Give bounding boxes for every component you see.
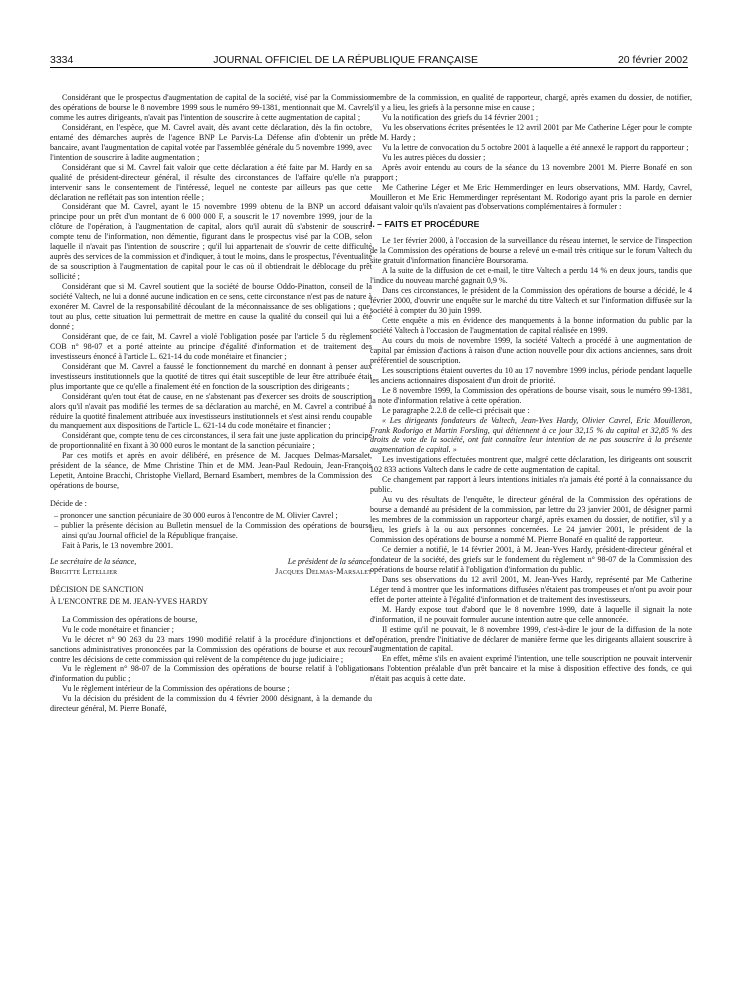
secretary-name: Brigitte Letellier xyxy=(50,566,118,576)
paragraph: Au cours du mois de novembre 1999, la société Valtech a procédé à une augmentation de capital par émission d'actions à raison d'une action nouvelle pour dix actions anciennes, sans droit préférentiel de souscription. xyxy=(370,335,692,365)
paragraph: Considérant que, de ce fait, M. Cavrel a violé l'obligation posée par l'article 5 du règlement COB n° 98-07 et a porté atteinte au principe d'égalité d'information et de traitement des investisseurs énoncé à l'article L. 621-14 du code monétaire et financier ; xyxy=(50,331,372,361)
header-rule xyxy=(50,67,688,68)
paragraph: Vu les observations écrites présentées le 12 avril 2001 par Me Catherine Léger pour le compte de M. Hardy ; xyxy=(370,122,692,142)
paragraph: A la suite de la diffusion de cet e-mail, le titre Valtech a perdu 14 % en deux jours, tandis que l'indice du nouveau marché gagnait 0,9 %. xyxy=(370,266,692,286)
page-number: 3334 xyxy=(50,54,74,66)
paragraph: Considérant que M. Cavrel, ayant le 15 novembre 1999 obtenu de la BNP un accord de principe pour un prêt d'un montant de 6 000 000 F, a souscrit le 17 novembre 1999, jour de la clôture de l'opération, à l'augmentation de capital, alors qu'il aurait dû s'abstenir de souscrire compte tenu de l'information, non démentie, figurant dans le prospectus visé par la COB, selon laquelle il n'avait pas l'intention de souscrire ; qu'il lui appartenait de s'ouvrir de cette difficulté auprès des services de la commission et d'indiquer, à tout le moins, dans le prospectus, l'éventualité de sa souscription à l'augmentation de capital pour le cas où il obtiendrait le déblocage du prêt sollicité ; xyxy=(50,202,372,282)
decision-bullet: – publier la présente décision au Bulletin mensuel de la Commission des opérations de bourse ainsi qu'au Journal officiel de la République française. xyxy=(54,521,372,540)
paragraph: Considérant que, compte tenu de ces circonstances, il sera fait une juste application du principe de proportionnalité en fixant à 30 000 euros le montant de la sanction pécuniaire ; xyxy=(50,431,372,451)
issue-date: 20 février 2002 xyxy=(617,54,688,66)
paragraph: Considérant que le prospectus d'augmentation de capital de la société, visé par la Commission des opérations de bourse le 8 novembre 1999 sous le numéro 99-1381, mentionnait que M. Cavrel, comme les autres dirigeants, n'avait pas l'intention de souscrire à cette augmentation de capital ; xyxy=(50,93,372,122)
section-heading: I. – FAITS ET PROCÉDURE xyxy=(370,219,480,230)
paragraph: Vu le règlement n° 98-07 de la Commission des opérations de bourse relatif à l'obligation d'information du public ; xyxy=(50,664,372,684)
place-date: Fait à Paris, le 13 novembre 2001. xyxy=(62,540,174,550)
paragraph: Les souscriptions étaient ouvertes du 10 au 17 novembre 1999 inclus, période pendant laquelle les anciens actionnaires disposaient d'un droit de priorité. xyxy=(370,365,692,385)
paragraph: La Commission des opérations de bourse, xyxy=(62,614,198,624)
decision-bullet: – prononcer une sanction pécuniaire de 30 000 euros à l'encontre de M. Olivier Cavrel ; xyxy=(54,511,338,521)
paragraph: Considérant que M. Cavrel a faussé le fonctionnement du marché en donnant à penser aux investisseurs institutionnels que la quotité de titres qui était susceptible de leur être attribuée était plus importante que ce qu'elle a finalement été en fonction de la souscription des dirigeants ; xyxy=(50,361,372,391)
paragraph: Ce dernier a notifié, le 14 février 2001, à M. Jean-Yves Hardy, président-directeur général et fondateur de la société, des griefs sur le fondement du règlement n° 98-07 de la Commission des opérations de bourse relatif à l'obligation d'information du public. xyxy=(370,544,692,574)
paragraph: Considérant, en l'espèce, que M. Cavrel avait, dès avant cette déclaration, dès la fin octobre, entamé des démarches auprès de l'agence BNP Le Parvis-La Défense afin d'obtenir un prêt bancaire, avant l'augmentation de capital votée par l'assemblée générale du 5 novembre 1999, avec l'intention de souscrire à ladite augmentation ; xyxy=(50,122,372,162)
paragraph: Vu le code monétaire et financier ; xyxy=(62,624,174,634)
secretary-title: Le secrétaire de la séance, xyxy=(50,556,137,566)
signature-titles xyxy=(50,557,372,567)
president-title: Le président de la séance, xyxy=(287,556,372,566)
signature-names xyxy=(50,567,372,577)
paragraph: Le 1er février 2000, à l'occasion de la surveillance du réseau internet, le service de l'inspection de la Commission des opérations de bourse a relevé un e-mail très critique sur le forum Valtech du site gratuit d'information financière Boursorama. xyxy=(370,236,692,266)
paragraph: En effet, même s'ils en avaient exprimé l'intention, une telle souscription ne pouvait intervenir sans l'obtention préalable d'un prêt bancaire et la mise à disposition effective des fonds, ce qui n'était pas acquis à cette date. xyxy=(370,654,692,684)
paragraph: Dans ses observations du 12 avril 2001, M. Jean-Yves Hardy, représenté par Me Catherine Léger tend à montrer que les informations diffusées n'étaient pas trompeuses et n'ont pu avoir pour effet de porter atteinte à l'égalité d'information et de traitement des investisseurs. xyxy=(370,574,692,604)
paragraph: Vu le règlement intérieur de la Commission des opérations de bourse ; xyxy=(62,684,290,694)
paragraph: Vu le décret n° 90 263 du 23 mars 1990 modifié relatif à la procédure d'injonctions et de sanctions administratives prononcées par la Commission des opérations de bourse et aux recours contre les décisions de cette commission qui relèvent de la compétence du juge judiciaire ; xyxy=(50,634,372,664)
paragraph: Par ces motifs et après en avoir délibéré, en présence de M. Jacques Delmas-Marsalet, président de la séance, de Mme Christine Thin et de MM. Jean-Paul Redouin, Jean-François Lepetit, Antoine Bracchi, Christophe Viellard, Bernard Esambert, membres de la Commission des opérations de bourse, xyxy=(50,451,372,491)
paragraph: Considérant que si M. Cavrel soutient que la société de bourse Oddo-Pinatton, conseil de la société Valtech, ne lui a donné aucune indication en ce sens, cette circonstance n'est pas de nature à exonérer M. Cavrel de la responsabilité découlant de la méconnaissance de ses obligations ; que, tout au plus, cette situation lui permettrait de mettre en cause la qualité du conseil qui lui a été donné ; xyxy=(50,282,372,331)
decision-subtitle: À L'ENCONTRE DE M. JEAN-YVES HARDY xyxy=(50,596,208,606)
paragraph: Le paragraphe 2.2.8 de celle-ci précisait que : xyxy=(382,405,530,415)
paragraph: Considérant que si M. Cavrel fait valoir que cette déclaration a été faite par M. Hardy en sa qualité de président-directeur général, il résulte des circonstances de l'affaire qu'elle n'a pu intervenir sans le consentement de l'intéressé, lequel ne conteste par ailleurs pas que cette déclaration ne reflétait pas son intention réelle ; xyxy=(50,162,372,202)
decide-heading: Décide de : xyxy=(50,499,87,509)
paragraph: Considérant qu'en tout état de cause, en ne s'abstenant pas d'exercer ses droits de souscription alors qu'il n'avait pas modifié les termes de sa déclaration au marché, en M. Cavrel a contribué à réduire la quotité finalement attribuée aux investisseurs institutionnels et s'est ainsi rendu coupable du manquement aux dispositions de l'article L. 621-14 du code monétaire et financier ; xyxy=(50,391,372,431)
paragraph: Après avoir entendu au cours de la séance du 13 novembre 2001 M. Pierre Bonafé en son rapport ; xyxy=(370,162,692,182)
paragraph: Cette enquête a mis en évidence des manquements à la bonne information du public par la société Valtech à l'occasion de l'augmentation de capital réalisée en 1999. xyxy=(370,316,692,335)
paragraph: Vu la décision du président de la commission du 4 février 2000 désignant, à la demande du directeur général, M. Pierre Bonafé, xyxy=(50,694,372,714)
paragraph: Vu la notification des griefs du 14 février 2001 ; xyxy=(382,112,539,122)
right-column xyxy=(370,93,692,684)
paragraph: Dans ces circonstances, le président de la Commission des opérations de bourse a décidé, le 4 février 2000, d'ouvrir une enquête sur le marché du titre Valtech et sur l'information diffusée sur la société à compter du 30 juin 1999. xyxy=(370,286,692,316)
paragraph: M. Hardy expose tout d'abord que le 8 novembre 1999, date à laquelle il signait la note d'information, il ne pouvait formuler aucune intention autre que celle annoncée. xyxy=(370,604,692,624)
paragraph: Me Catherine Léger et Me Eric Hemmerdinger en leurs observations, MM. Hardy, Cavrel, Mouilleron et Me Eric Hemmerdinger représentant M. Rodorigo ayant pris la parole en dernier faisant valoir qu'ils n'avaient pas d'observations complémentaires à formuler : xyxy=(370,182,692,212)
quoted-paragraph: « Les dirigeants fondateurs de Valtech, Jean-Yves Hardy, Olivier Cavrel, Eric Mouilleron, Frank Rodorigo et Martin Forsling, qui détiennent à ce jour 32,15 % du capital et 32,85 % des droits de vote de la société, ont fait connaître leur intention de ne pas souscrire à la présente augmentation de capital. » xyxy=(370,415,692,455)
paragraph: Les investigations effectuées montrent que, malgré cette déclaration, les dirigeants ont souscrit 102 833 actions Valtech dans le cadre de cette augmentation de capital. xyxy=(370,455,692,475)
paragraph: membre de la commission, en qualité de rapporteur, chargé, après examen du dossier, de notifier, s'il y a lieu, les griefs à la personne mise en cause ; xyxy=(370,93,692,112)
decision-title: DÉCISION DE SANCTION xyxy=(50,584,144,594)
paragraph: Vu les autres pièces du dossier ; xyxy=(382,152,486,162)
paragraph: Au vu des résultats de l'enquête, le directeur général de la Commission des opérations de bourse a demandé au président de la commission, par lettre du 23 janvier 2001, de désigner parmi les membres de la commission un rapporteur chargé, après examen du dossier, de notifier, s'il y a lieu, les griefs à la ou aux personnes concernées. Le 24 janvier 2001, le président de la Commission des opérations de bourse a nommé M. Pierre Bonafé en qualité de rapporteur. xyxy=(370,495,692,544)
left-column xyxy=(50,93,372,714)
paragraph: Le 8 novembre 1999, la Commission des opérations de bourse visait, sous le numéro 99-1381, la note d'information relative à cette opération. xyxy=(370,385,692,405)
paragraph: Vu la lettre de convocation du 5 octobre 2001 à laquelle a été annexé le rapport du rapporteur ; xyxy=(382,142,689,152)
page-header xyxy=(50,50,688,66)
journal-title: JOURNAL OFFICIEL DE LA RÉPUBLIQUE FRANÇAISE xyxy=(213,54,478,66)
paragraph: Il estime qu'il ne pouvait, le 8 novembre 1999, c'est-à-dire le jour de la diffusion de la note d'opération, prendre l'initiative de déclarer de manière ferme que les dirigeants allaient souscrire à l'augmentation de capital. xyxy=(370,624,692,654)
president-name: Jacques Delmas-Marsalet xyxy=(275,566,372,576)
paragraph: Ce changement par rapport à leurs intentions initiales n'a jamais été porté à la connaissance du public. xyxy=(370,475,692,495)
